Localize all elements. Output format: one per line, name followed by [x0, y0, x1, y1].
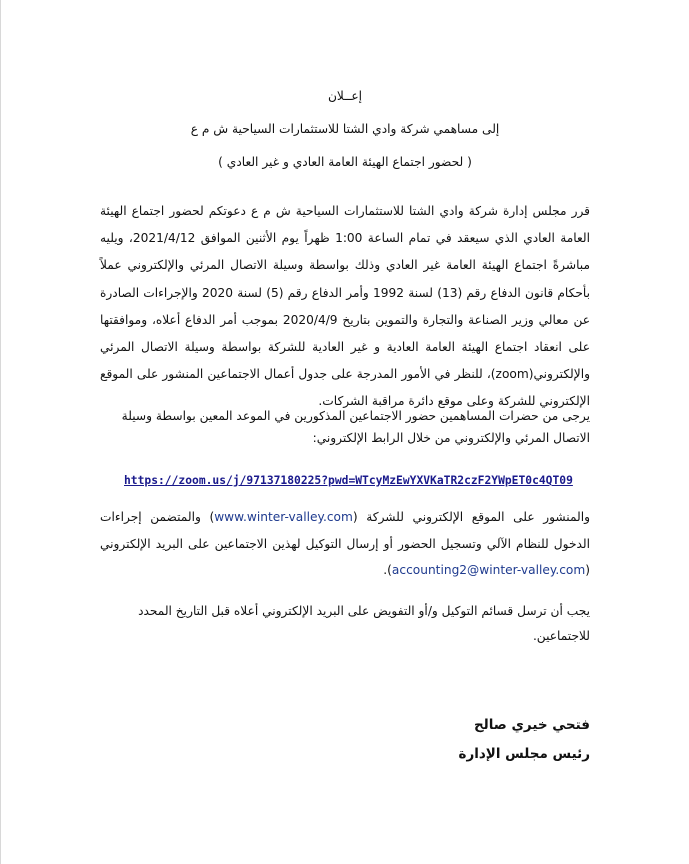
announcement-subject: ( لحضور اجتماع الهيئة العامة العادي و غير العادي )	[218, 155, 472, 169]
signature-block	[390, 711, 590, 769]
email-suffix: ).	[383, 563, 392, 577]
invitation-text: يرجى من حضرات المساهمين حضور الاجتماعين المذكورين في الموعد المعين بواسطة وسيلة الاتصال المرئي والإلكتروني من خلال الرابط الإلكتروني:	[121, 409, 590, 445]
body-paragraph: قرر مجلس إدارة شركة وادي الشتا للاستثمارات السياحية ش م ع دعوتكم لحضور اجتماع الهيئة العامة العادي الذي سيعقد في تمام الساعة 1:00 ظهراً يوم الأثنين الموافق 2021/4/12، ويليه مباشرةً اجتماع الهيئة العامة غير العادي وذلك بواسطة وسيلة الاتصال المرئي والإلكتروني عملاً بأحكام قانون الدفاع رقم (13) لسنة 1992 وأمر الدفاع رقم (5) لسنة 2020 والإجراءات الصادرة عن معالي وزير الصناعة والتجارة والتموين بتاريخ 2020/4/9 بموجب أمر الدفاع أعلاه، وموافقتها على انعقاد اجتماع الهيئة العامة العادية و غير العادية للشركة بواسطة وسيلة الاتصال المرئي والإلكتروني(zoom)، للنظر في الأمور المدرجة على جدول أعمال الاجتماعين المنشور على الموقع الإلكتروني للشركة وعلى موقع دائرة مراقبة الشركات.	[100, 204, 591, 409]
signatory-title: رئيس مجلس الإدارة	[458, 746, 590, 762]
zoom-link-line	[124, 474, 590, 487]
website-suffix: ) والمتضمن إجراءات الدخول للنظام الآلي وتسجيل الحضور أو إرسال التوكيل لهذين الاجتماعين على البريد الإلكتروني (	[100, 510, 590, 577]
website-url-link[interactable]: www.winter-valley.com	[214, 510, 353, 524]
email-link[interactable]: accounting2@winter-valley.com	[391, 563, 586, 577]
announcement-addressee: إلى مساهمي شركة وادي الشتا للاستثمارات السياحية ش م ع	[190, 122, 500, 136]
website-paragraph	[100, 504, 590, 584]
announcement-title: إعــلان	[327, 89, 363, 103]
signatory-name: فتحي خيري صالح	[473, 717, 590, 733]
deadline-paragraph: يجب أن ترسل قسائم التوكيل و/أو التفويض على البريد الإلكتروني أعلاه قبل التاريخ المحدد للاجتماعين.	[138, 604, 590, 643]
zoom-meeting-link[interactable]: https://zoom.us/j/97137180225?pwd=WTcyMzEwYXVKaTR2czF2YWpET0c4QT09	[124, 474, 573, 487]
page-left-border	[0, 0, 1, 864]
website-prefix: والمنشور على الموقع الإلكتروني للشركة (	[352, 510, 590, 524]
